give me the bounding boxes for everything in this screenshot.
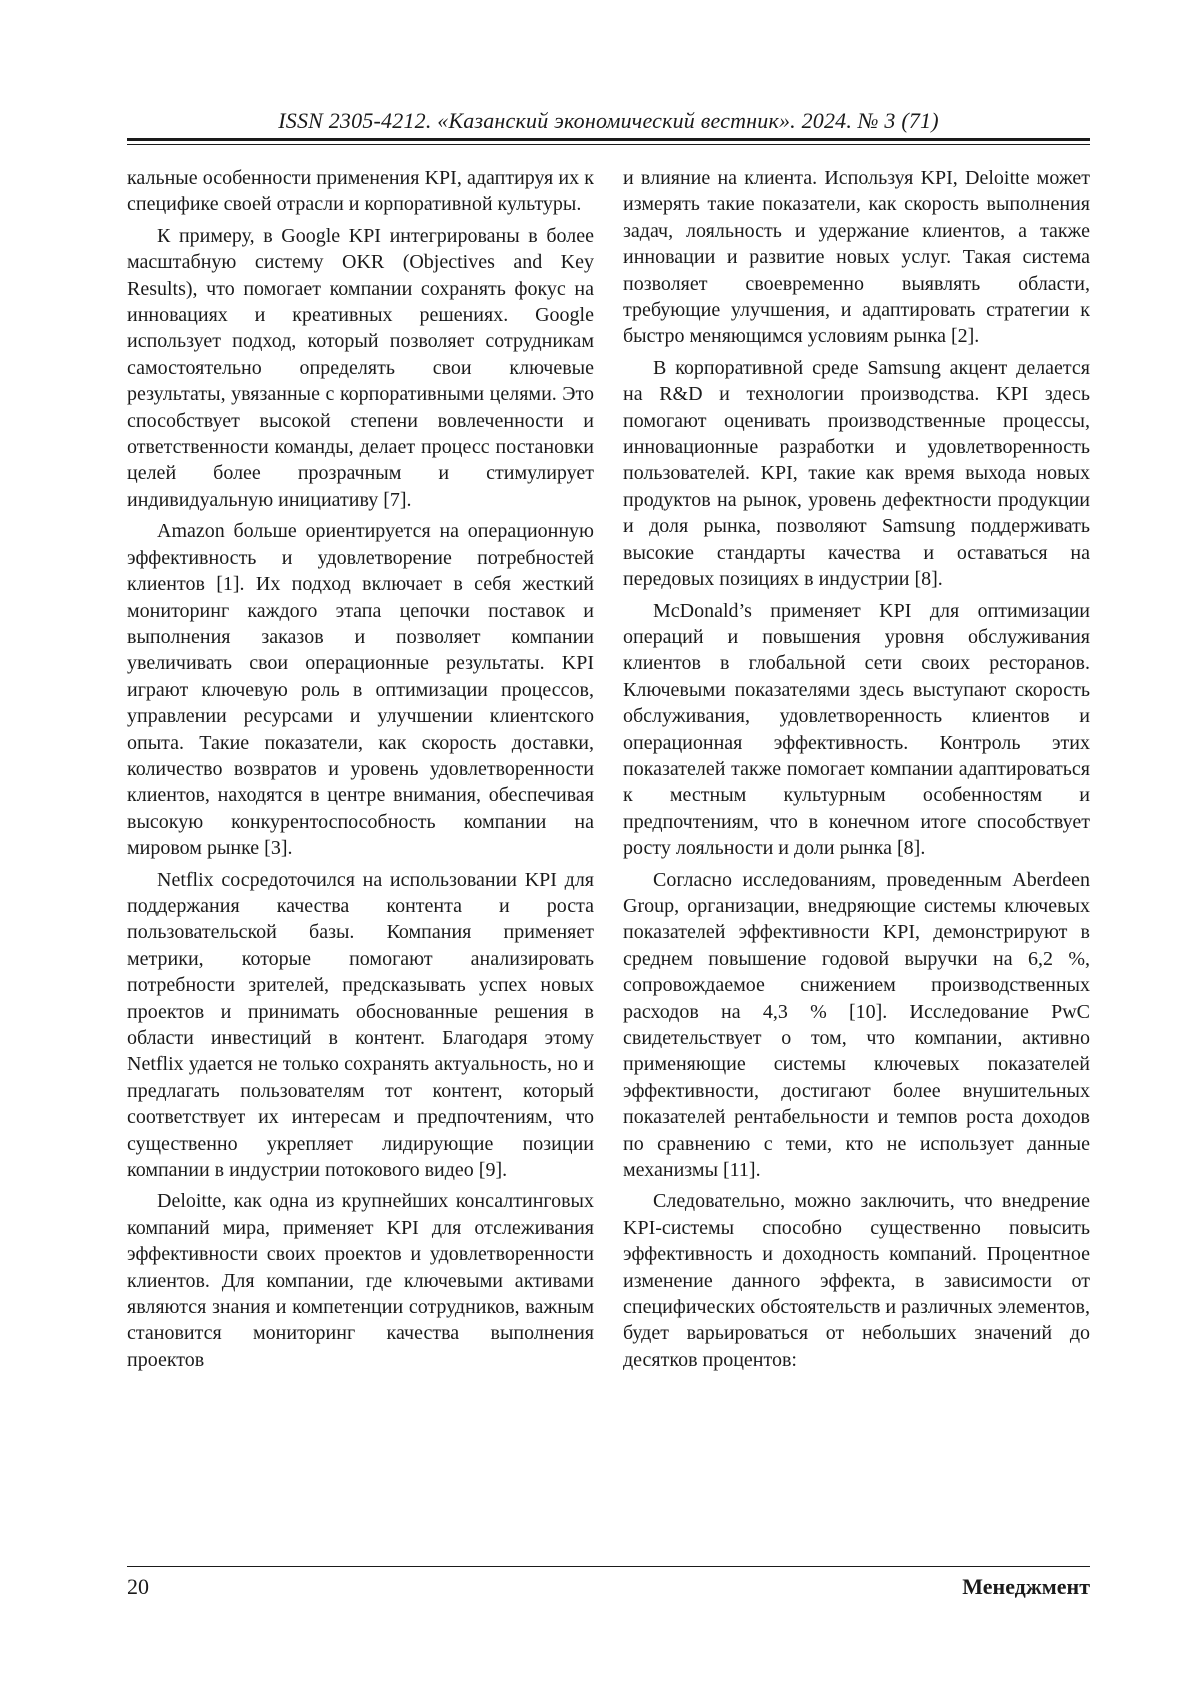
paragraph-deloitte-continued: и влияние на клиента. Используя KPI, Deloitte может измерять такие показатели, как скорость выполнения задач, лояльность и удержание клиентов, а также инновации и развитие новых услуг. Такая система позволяет своевременно выявлять области, требующие улучшения, и адаптировать стратегии к быстро меняющимся условиям рынка [2].: [623, 167, 1090, 348]
paragraph-aberdeen-pwc: Согласно исследованиям, проведенным Aberdeen Group, организации, внедряющие системы ключевых показателей эффективности KPI, демонстрируют в среднем повышение годовой выручки на 6,2 %, сопровождаемое снижением производственных расходов на 4,3 % [10]. Исследование PwC свидетельствует о том, что компании, активно применяющие системы ключевых показателей эффективности, достигают более внушительных показателей рентабельности и темпов роста доходов по сравнению с теми, кто не использует данные механизмы [11].: [623, 868, 1090, 1182]
paragraph-netflix: Netflix сосредоточился на использовании KPI для поддержания качества контента и роста пользовательской базы. Компания применяет метрики, которые помогают анализировать потребности зрителей, предсказывать успех новых проектов и принимать обоснованные решения в области инвестиций в контент. Благодаря этому Netflix удается не только сохранять актуальность, но и предлагать пользователям тот контент, который соответствует их интересам и предпочтениям, что существенно укрепляет лидирующие позиции компании в индустрии потокового видео [9].: [127, 868, 594, 1182]
right-column: [623, 165, 1090, 1378]
paragraph-mcdonalds: McDonald’s применяет KPI для оптимизации операций и повышения уровня обслуживания клиентов в глобальной сети своих ресторанов. Ключевыми показателями здесь выступают скорость обслуживания, удовлетворенность клиентов и операционная эффективность. Контроль этих показателей также помогает компании адаптироваться к местным культурным особенностям и предпочтениям, что в конечном итоге способствует росту лояльности и доли рынка [8].: [623, 599, 1090, 860]
journal-header: ISSN 2305-4212. «Казанский экономический вестник». 2024. № 3 (71): [278, 108, 939, 133]
paragraph-continuation: кальные особенности применения KPI, адаптируя их к специфике своей отрасли и корпоративной культуры.: [127, 167, 594, 216]
page-number: 20: [127, 1574, 149, 1599]
paragraph-samsung: В корпоративной среде Samsung акцент делается на R&D и технологии производства. KPI здесь помогают оценивать производственные процессы, инновационные разработки и удовлетворенность пользователей. KPI, такие как время выхода новых продуктов на рынок, уровень дефектности продукции и доля рынка, позволяют Samsung поддерживать высокие стандарты качества и оставаться на передовых позициях в индустрии [8].: [623, 356, 1090, 591]
header-rule-thin: [127, 144, 1090, 145]
paragraph-deloitte: Deloitte, как одна из крупнейших консалтинговых компаний мира, применяет KPI для отслеживания эффективности своих проектов и удовлетворенности клиентов. Для компании, где ключевыми активами являются знания и компетенции сотрудников, важным становится мониторинг качества выполнения проектов: [127, 1190, 594, 1371]
footer-rule: [127, 1566, 1090, 1567]
header-rule-thick: [127, 138, 1090, 141]
left-column: [127, 165, 594, 1378]
paragraph-amazon: Amazon больше ориентируется на операционную эффективность и удовлетворение потребностей клиентов [1]. Их подход включает в себя жесткий мониторинг каждого этапа цепочки поставок и выполнения заказов и позволяет компании увеличивать свои операционные результаты. KPI играют ключевую роль в оптимизации процессов, управлении ресурсами и улучшении клиентского опыта. Такие показатели, как скорость доставки, количество возвратов и уровень удовлетворенности клиентов, находятся в центре внимания, обеспечивая высокую конкурентоспособность компании на мировом рынке [3].: [127, 520, 594, 860]
paragraph-google: К примеру, в Google KPI интегрированы в более масштабную систему OKR (Objectives and Key Results), что помогает компании сохранять фокус на инновациях и креативных решениях. Google использует подход, который позволяет сотрудникам самостоятельно определять свои ключевые результаты, увязанные с корпоративными целями. Это способствует высокой степени вовлеченности и ответственности команды, делает процесс постановки целей более прозрачным и стимулирует индивидуальную инициативу [7].: [127, 224, 594, 511]
section-name: Менеджмент: [962, 1574, 1090, 1599]
paragraph-conclusion: Следовательно, можно заключить, что внедрение KPI-системы способно существенно повысить эффективность и доходность компаний. Процентное изменение данного эффекта, в зависимости от специфических обстоятельств и различных элементов, будет варьироваться от небольших значений до десятков процентов:: [623, 1190, 1090, 1371]
